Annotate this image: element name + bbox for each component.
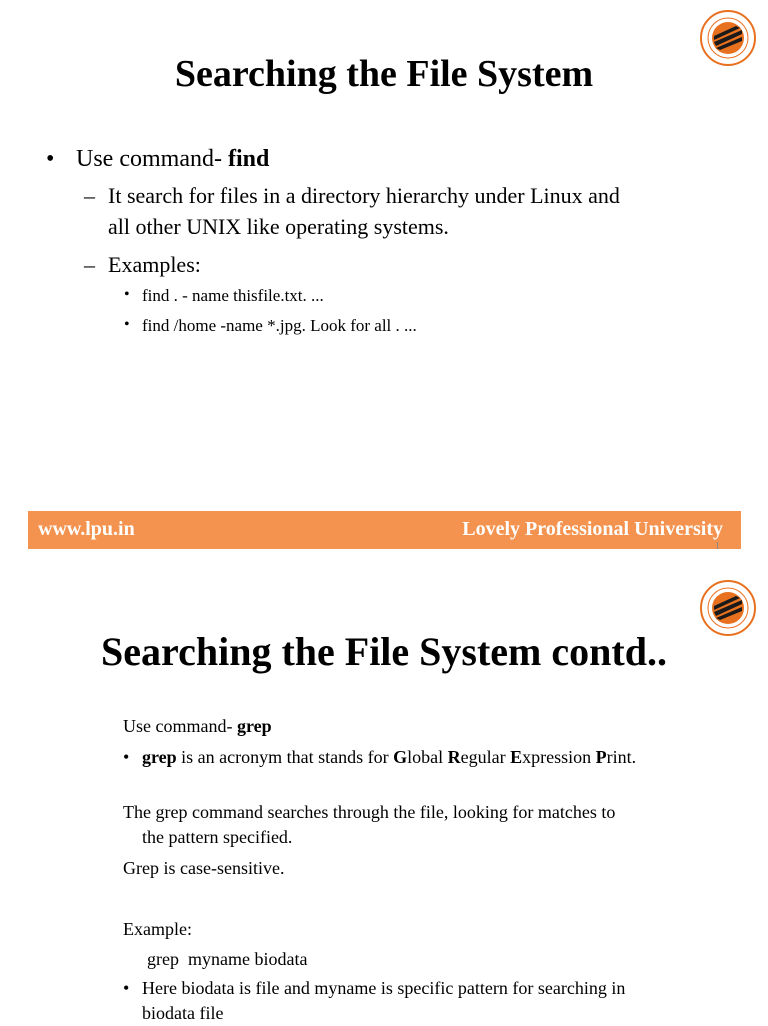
slide-2 [0,568,768,1024]
bullet-dot-icon: • [46,146,55,172]
acronym-bullet: • grep is an acronym that stands for Global Regular Expression Print. [123,745,721,770]
description-paragraph: The grep command searches through the file, looking for matches to the pattern specified. [123,802,616,847]
description-line-2: all other UNIX like operating systems. [108,214,449,239]
bullet-dot-icon: • [123,747,130,767]
explanation-bullet: • Here biodata is file and myname is specific pattern for searching in biodata file [123,978,626,1023]
bullet-dot-icon: • [124,316,130,333]
dash-icon: – [84,183,95,208]
sub-bullet-description [84,180,724,242]
sub-bullet-examples [84,249,724,280]
footer-website: www.lpu.in [38,518,135,540]
page-number: 1 [715,541,720,552]
bullet-dot-icon: • [123,978,130,998]
slide-title: Searching the File System contd.. [101,629,667,674]
example-label: Example: [123,919,192,939]
slide-title: Searching the File System [174,53,594,95]
dash-icon: – [84,252,95,277]
intro-line: Use command- grep [123,716,272,736]
example-command: grep myname biodata [147,949,308,969]
command-find: find [227,146,270,172]
bullet-prefix: Use command- [76,146,228,172]
slide-1: Searching the File System • Use command- find – It search for files in a directory hierarchy under Linux and all other UNIX like operating systems. – Examples: • find . - name thisfile.txt. ... • find /home -name *.jpg. Look for all . ... www.lpu.in Lovely Professional University 1 [0,0,768,568]
command-grep: grep [236,716,272,736]
examples-label: Examples: [108,252,201,277]
bullet-dot-icon: • [124,286,130,303]
footer-university: Lovely Professional University [462,518,723,540]
footer-bar [28,511,741,549]
description-line-1: It search for files in a directory hierarchy under Linux and [108,183,620,208]
case-note: Grep is case-sensitive. [123,858,285,878]
